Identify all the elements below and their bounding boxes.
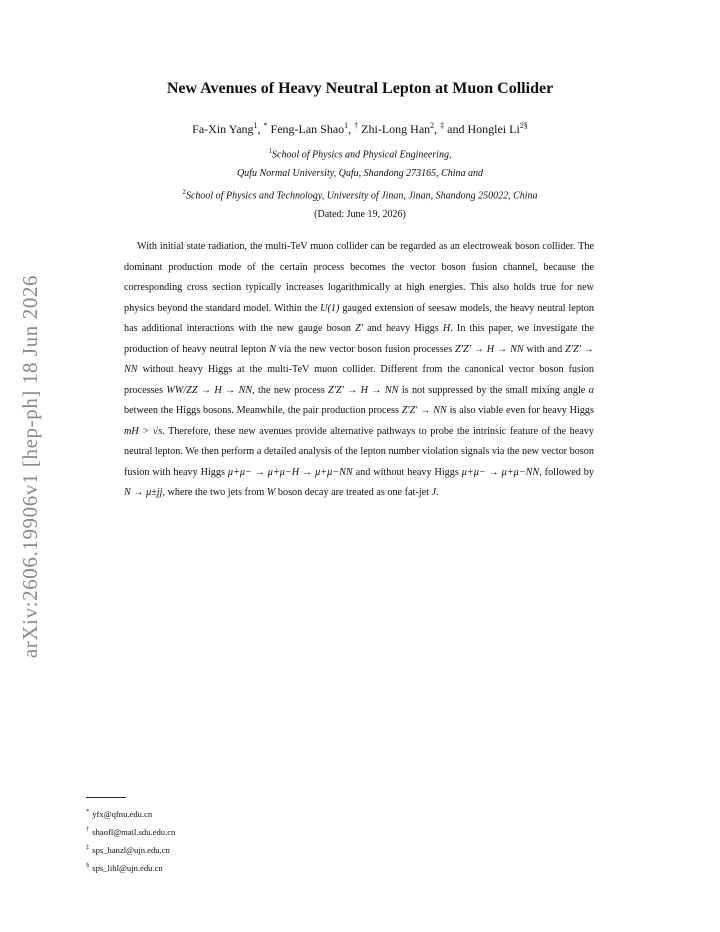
author-footnote-mark: ‡ xyxy=(440,121,445,130)
math-inline: N xyxy=(269,343,276,355)
author-footnote-mark: * xyxy=(263,121,268,130)
math-inline: Z′Z′ → NN xyxy=(124,343,594,375)
footnote-email: * yfx@qfnu.edu.cn xyxy=(86,808,153,819)
math-inline: W xyxy=(266,487,276,498)
arxiv-identifier-text: arXiv:2606.19906v1 [hep-ph] 18 Jun 2026 xyxy=(18,274,43,658)
footnotes xyxy=(86,804,175,875)
affiliation-2: $^2$School of Physics and Technology, University of Jinan, Jinan, Shandong 250022, China xyxy=(182,188,538,202)
author-name: Feng-Lan Shao xyxy=(270,122,345,136)
footnote-email: § sps_lihl@ujn.edu.cn xyxy=(86,861,163,873)
author-affiliation-mark: 2 xyxy=(430,121,435,130)
math-inline: Z′Z′ → H → NN xyxy=(328,384,399,396)
author-footnote-mark: † xyxy=(354,121,359,130)
math-inline: H xyxy=(442,323,451,334)
math-inline: μ+μ− → μ+μ−H → μ+μ−NN xyxy=(227,466,353,478)
footnote-email: ‡ sps_hanzl@ujn.edu.cn xyxy=(86,843,170,855)
author-affiliation-mark: 2 xyxy=(519,121,524,130)
footnote-rule xyxy=(86,797,126,798)
math-inline: J xyxy=(431,487,437,498)
author-footnote-mark: § xyxy=(523,121,528,130)
abstract: With initial state radiation, the multi-TeV muon collider can be regarded as an electroweak boson collider. The dominant production mode of the certain process becomes the vector boson fusion channel, because the corresponding cross section typically increases logarithmically at high energies. This also holds true for new physics beyond the standard model. Within the U(1) gauged extension of seesaw models, the heavy neutral lepton has additional interactions with the new gauge boson Z′ and heavy Higgs H. In this paper, we investigate the production of heavy neutral lepton N via the new vector boson fusion processes Z′Z′ → H → NN with and Z′Z′ → NN without heavy Higgs at the multi-TeV muon collider. Different from the canonical vector boson fusion processes WW/ZZ → H → NN, the new process Z′Z′ → H → NN is not suppressed by the small mixing angle α between the Higgs bosons. Meanwhile, the pair production process Z′Z′ → NN is also viable even for heavy Higgs mH > √s. Therefore, these new avenues provide alternative pathways to probe the intrinsic feature of the heavy neutral lepton. We then perform a detailed analysis of the lepton number violation signals via the new vector boson fusion with heavy Higgs μ+μ− → μ+μ−H → μ+μ−NN and without heavy Higgs μ+μ− → μ+μ−NN, followed by N → μ±jj, where the two jets from W boson decay are treated as one fat-jet J. xyxy=(124,241,594,498)
math-inline: Z′ xyxy=(355,323,363,334)
author-name: Honglei Li xyxy=(467,122,520,136)
author-name: Zhi-Long Han xyxy=(361,122,431,136)
math-inline: Z′Z′ → H → NN xyxy=(455,343,524,355)
author-list: Fa-Xin Yang$^1$, * Feng-Lan Shao$^1$, † Zhi-Long Han$^2$, ‡ and Honglei $Li^{2\S}$ xyxy=(192,121,528,136)
math-inline: N → μ±jj xyxy=(124,487,163,498)
footnote-email: † shaofl@mail.sdu.edu.cn xyxy=(86,825,176,837)
math-inline: α xyxy=(588,384,594,396)
affiliation-1-line-2: Qufu Normal University, Qufu, Shandong 273165, China and xyxy=(236,168,484,179)
math-inline: μ+μ− → μ+μ−NN xyxy=(461,466,540,478)
arxiv-identifier-stamp xyxy=(12,258,50,674)
author-affiliation-mark: 1 xyxy=(344,121,349,130)
math-inline: U(1) xyxy=(320,302,340,314)
author-name: Fa-Xin Yang xyxy=(192,122,254,136)
affiliation-1-line-1: $^1$School of Physics and Physical Engineering, xyxy=(268,147,452,161)
math-inline: mH > √s xyxy=(124,425,163,437)
paper-title: New Avenues of Heavy Neutral Lepton at Muon Collider xyxy=(166,80,554,97)
math-inline: Z′Z′ → NN xyxy=(401,405,447,416)
math-inline: WW/ZZ → H → NN xyxy=(166,384,253,396)
date-line: (Dated: June 19, 2026) xyxy=(314,209,406,220)
author-affiliation-mark: 1 xyxy=(253,121,258,130)
